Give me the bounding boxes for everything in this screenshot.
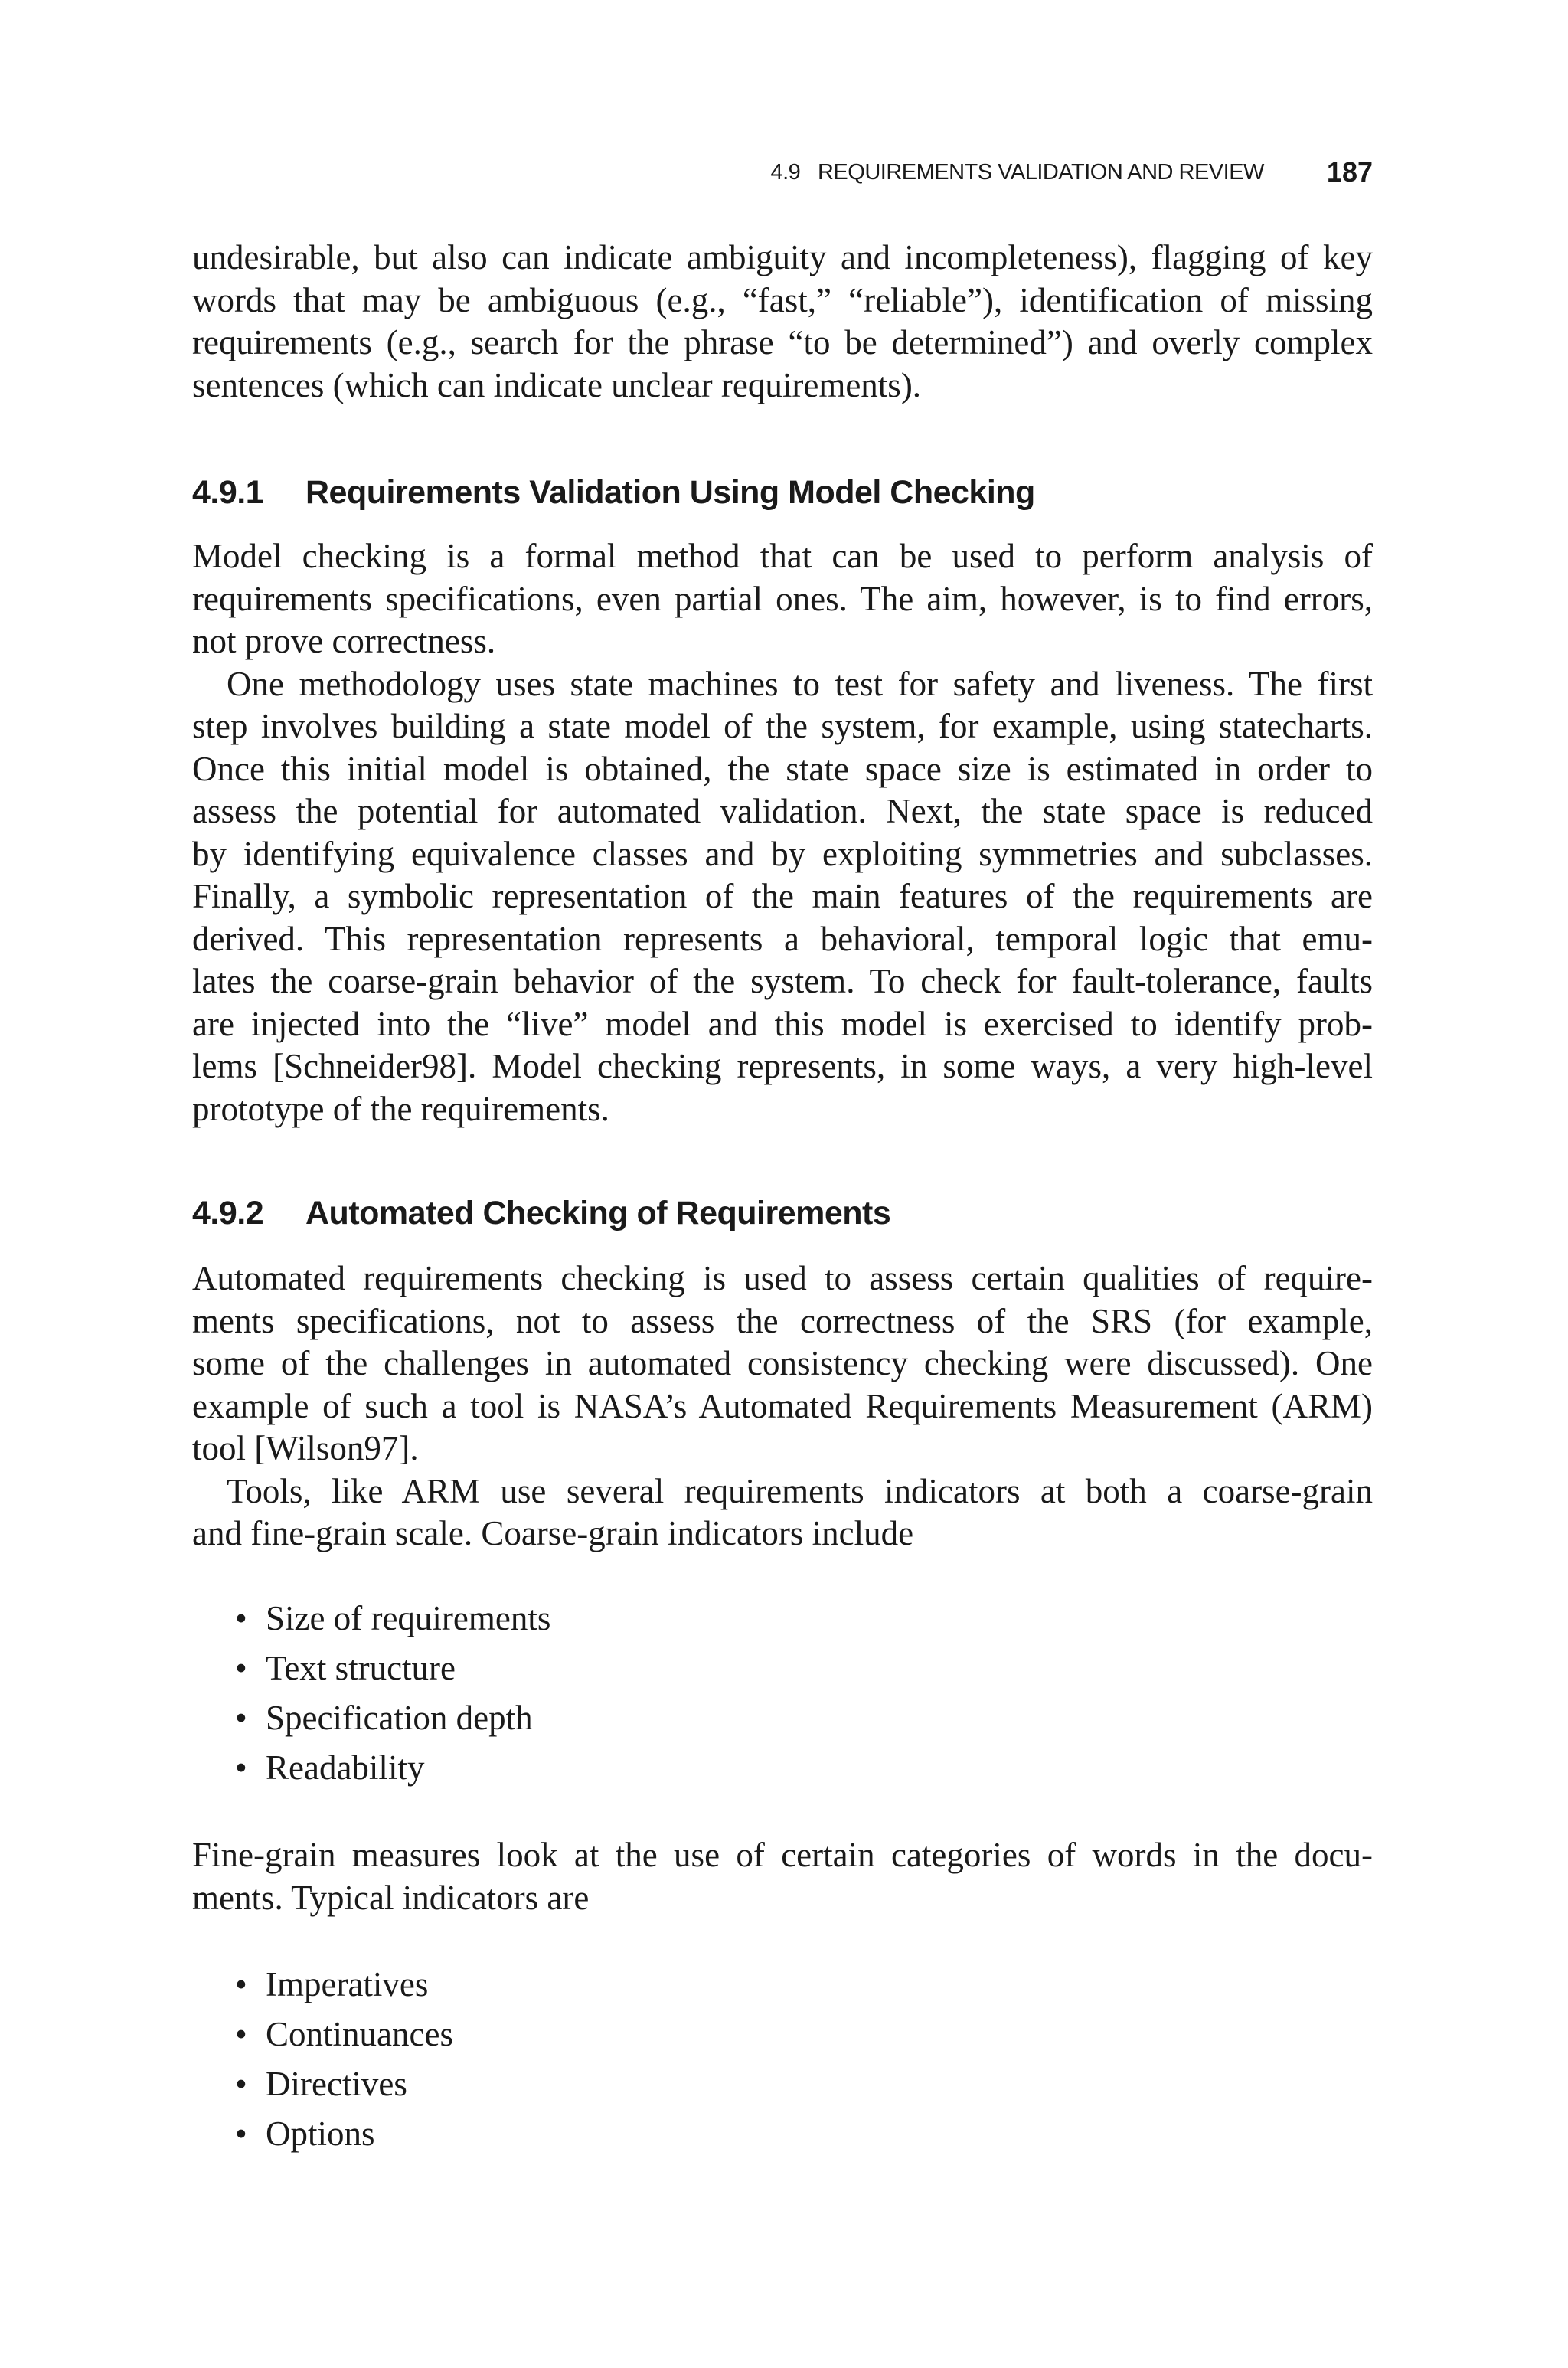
intro-paragraph — [192, 237, 1373, 407]
text-line: sentences (which can indicate unclear requirements). — [192, 365, 922, 404]
bullet-icon: • — [235, 1748, 247, 1787]
bullet-icon: • — [235, 2115, 247, 2153]
text-line: lates the coarse-grain behavior of the system. To check for fault-tolerance, faults — [192, 962, 1373, 1000]
text-line: undesirable, but also can indicate ambiguity and incompleteness), flagging of key — [192, 238, 1373, 276]
bullet-icon: • — [235, 2065, 247, 2103]
list-item — [192, 2010, 453, 2059]
text-line: lems [Schneider98]. Model checking represents, in some ways, a very high-level — [192, 1047, 1373, 1085]
list-item-text: Imperatives — [266, 1965, 429, 2003]
text-line: assess the potential for automated validation. Next, the state space is reduced — [192, 792, 1373, 830]
bullet-icon: • — [235, 2015, 247, 2053]
text-line: by identifying equivalence classes and by exploiting symmetries and subclasses. — [192, 834, 1373, 873]
list-item — [192, 1960, 453, 2010]
list-item-text: Directives — [266, 2065, 407, 2103]
text-line: Automated requirements checking is used to assess certain qualities of require- — [192, 1259, 1373, 1297]
text-line: and fine-grain scale. Coarse-grain indicators include — [192, 1514, 914, 1552]
automated-checking-paragraphs — [192, 1258, 1373, 1555]
bullet-icon: • — [235, 1599, 247, 1637]
text-line: Finally, a symbolic representation of the main features of the requirements are — [192, 877, 1373, 915]
text-line: Model checking is a formal method that can be used to perform analysis of — [192, 537, 1373, 575]
bullet-icon: • — [235, 1965, 247, 2003]
page-number: 187 — [1326, 156, 1373, 188]
text-line: Fine-grain measures look at the use of certain categories of words in the docu- — [192, 1836, 1373, 1874]
list-item — [192, 1594, 550, 1644]
text-line: derived. This representation represents a behavioral, temporal logic that emu- — [192, 919, 1373, 958]
list-item — [192, 1693, 550, 1743]
list-item-text: Continuances — [266, 2015, 453, 2053]
text-line: tool [Wilson97]. — [192, 1429, 419, 1467]
text-line: words that may be ambiguous (e.g., “fast,” “reliable”), identification of missing — [192, 280, 1373, 319]
section-number: 4.9.1 — [192, 474, 264, 511]
text-line: some of the challenges in automated consistency checking were discussed). One — [192, 1344, 1373, 1382]
fine-grain-paragraph — [192, 1834, 1373, 1919]
bullet-icon: • — [235, 1649, 247, 1687]
bullet-icon: • — [235, 1699, 247, 1737]
text-line: Once this initial model is obtained, the state space size is estimated in order to — [192, 749, 1373, 788]
section-number: 4.9.2 — [192, 1195, 264, 1231]
list-item-text: Readability — [266, 1748, 425, 1787]
text-line: ments. Typical indicators are — [192, 1878, 590, 1917]
list-item-text: Specification depth — [266, 1699, 533, 1737]
list-item — [192, 2109, 453, 2159]
running-header — [192, 155, 1373, 190]
text-line: One methodology uses state machines to test for safety and liveness. The first — [227, 664, 1373, 703]
text-line: are injected into the “live” model and this model is exercised to identify prob- — [192, 1004, 1373, 1043]
model-checking-paragraphs — [192, 535, 1373, 1130]
list-item-text: Options — [266, 2115, 375, 2153]
text-line: requirements (e.g., search for the phrase “to be determined”) and overly complex — [192, 323, 1373, 361]
text-line: requirements specifications, even partial ones. The aim, however, is to find errors, — [192, 579, 1373, 618]
section-heading-4-9-1 — [192, 473, 1035, 512]
section-title: Requirements Validation Using Model Checking — [305, 474, 1035, 511]
section-title: Automated Checking of Requirements — [305, 1195, 891, 1231]
list-item — [192, 1644, 550, 1693]
list-item-text: Text structure — [266, 1649, 456, 1687]
coarse-indicators-list — [192, 1594, 550, 1793]
running-header-section: 4.9 REQUIREMENTS VALIDATION AND REVIEW — [770, 159, 1264, 185]
text-line: prototype of the requirements. — [192, 1089, 609, 1128]
list-item-text: Size of requirements — [266, 1599, 551, 1637]
list-item — [192, 2059, 453, 2109]
fine-indicators-list — [192, 1960, 453, 2159]
text-line: ments specifications, not to assess the correctness of the SRS (for example, — [192, 1301, 1373, 1340]
text-line: not prove correctness. — [192, 622, 496, 660]
list-item — [192, 1743, 550, 1793]
text-line: example of such a tool is NASA’s Automated Requirements Measurement (ARM) — [192, 1386, 1373, 1425]
text-line: step involves building a state model of the system, for example, using statecharts. — [192, 707, 1373, 745]
text-line: Tools, like ARM use several requirements indicators at both a coarse-grain — [227, 1471, 1373, 1510]
section-heading-4-9-2 — [192, 1194, 890, 1232]
